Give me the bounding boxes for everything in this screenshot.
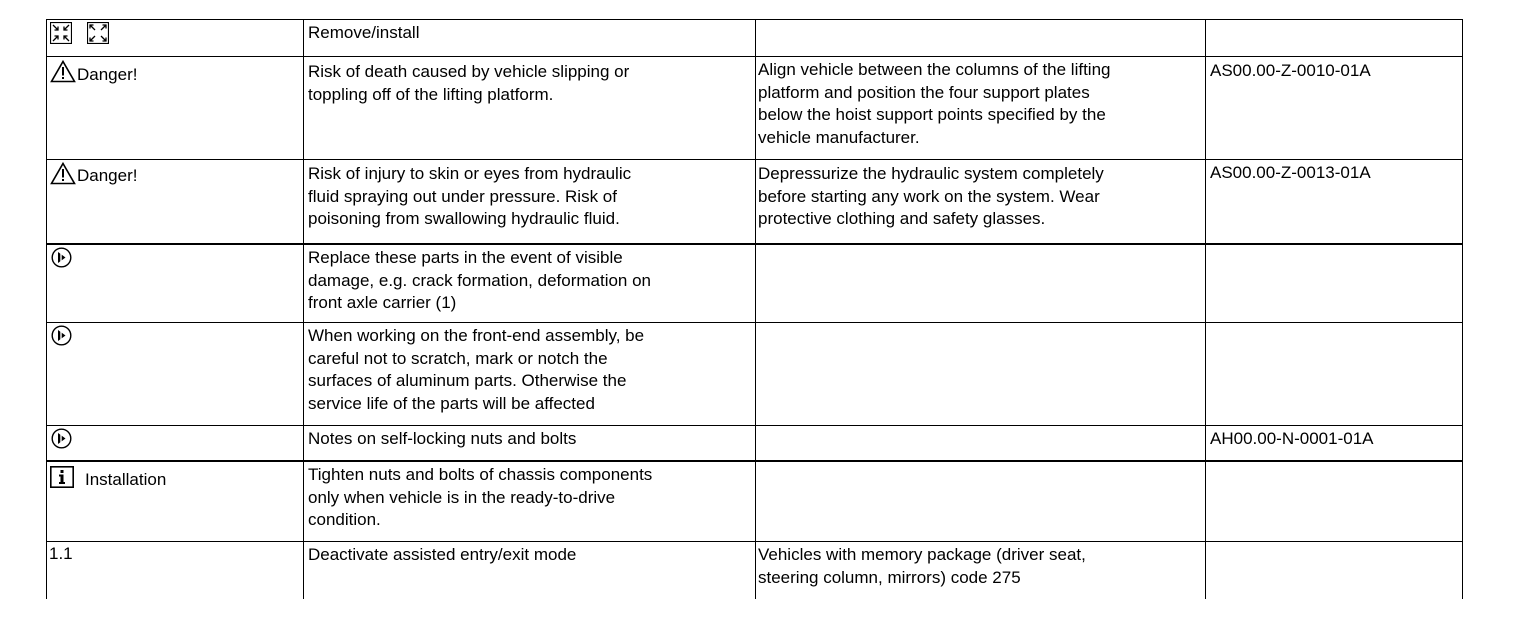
document-reference: AS00.00-Z-0013-01A [1210,163,1371,182]
document-reference: AH00.00-N-0001-01A [1210,429,1374,448]
instruction-text: Align vehicle between the columns of the lifting platform and position the four support plates below the hoist support points specified by the vehicle manufacturer. [758,60,1111,147]
instruction-text: Depressurize the hydraulic system completely before starting any work on the system. Wear protective clothing and safety glasses. [758,164,1104,228]
info-icon [50,466,74,488]
note-arrow-icon [51,325,72,346]
step-text: Remove/install [308,23,420,42]
note-text: When working on the front-end assembly, be careful not to scratch, mark or notch the surfaces of aluminum parts. Otherwise the service life of the parts will be affected [308,326,645,413]
note-text: Notes on self-locking nuts and bolts [308,429,577,448]
installation-label: Installation [85,470,167,489]
remove-icon [50,22,72,44]
document-reference: AS00.00-Z-0010-01A [1210,61,1371,80]
step-text: Deactivate assisted entry/exit mode [308,545,577,564]
step-number: 1.1 [49,544,73,563]
note-text: Replace these parts in the event of visible damage, e.g. crack formation, deformation on front axle carrier (1) [308,248,652,312]
danger-label: Danger! [77,65,138,84]
note-arrow-icon [51,247,72,268]
note-arrow-icon [51,428,72,449]
hazard-text: Risk of death caused by vehicle slipping or toppling off of the lifting platform. [308,62,630,104]
danger-label: Danger! [77,166,138,185]
warning-triangle-icon [50,60,76,83]
hazard-text: Risk of injury to skin or eyes from hydraulic fluid spraying out under pressure. Risk of poisoning from swallowing hydraulic fluid. [308,164,632,228]
warning-triangle-icon [50,162,76,185]
condition-text: Vehicles with memory package (driver seat, steering column, mirrors) code 275 [758,545,1086,587]
info-text: Tighten nuts and bolts of chassis components only when vehicle is in the ready-to-drive condition. [308,465,653,529]
install-icon [87,22,109,44]
